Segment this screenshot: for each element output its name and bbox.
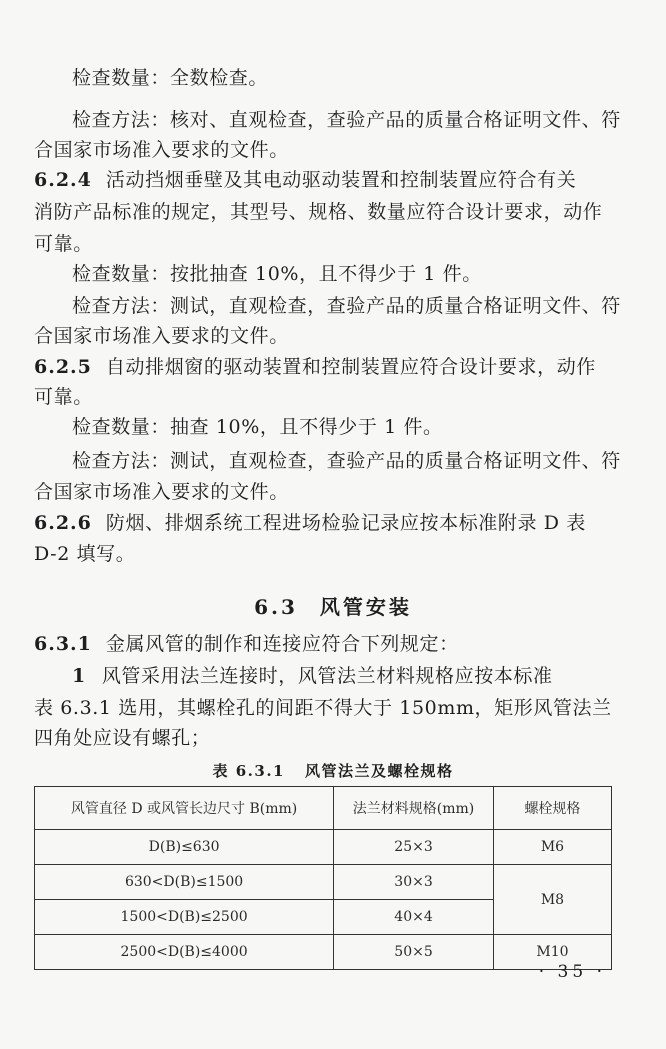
table-header-row bbox=[35, 787, 612, 830]
inspection-quantity-2: 检查数量：按批抽查 10%，且不得少于 1 件。 bbox=[72, 263, 482, 285]
item-1-line1 bbox=[72, 664, 553, 688]
clause-text: 活动挡烟垂壁及其电动驱动装置和控制装置应符合有关 bbox=[105, 169, 577, 191]
clause-6-2-5-line1 bbox=[34, 355, 596, 379]
header-flange: 法兰材料规格(mm) bbox=[334, 787, 494, 830]
cell-bolt: M8 bbox=[493, 865, 611, 935]
clause-6-2-4-line2: 消防产品标准的规定，其型号、规格、数量应符合设计要求，动作 bbox=[34, 201, 603, 223]
item-text: 风管采用法兰连接时，风管法兰材料规格应按本标准 bbox=[101, 665, 553, 687]
clause-6-2-4-line1 bbox=[34, 168, 576, 192]
table-row bbox=[35, 830, 612, 865]
cell-bolt: M6 bbox=[493, 830, 611, 865]
cell-bolt: M10 bbox=[493, 935, 611, 970]
clause-number: 6.2.6 bbox=[34, 512, 92, 534]
cell-size: D(B)≤630 bbox=[35, 830, 334, 865]
inspection-quantity-1: 检查数量：全数检查。 bbox=[72, 67, 269, 89]
clause-6-2-4-line3: 可靠。 bbox=[34, 233, 93, 255]
inspection-quantity-3: 检查数量：抽查 10%，且不得少于 1 件。 bbox=[72, 416, 443, 438]
section-number: 6.3 bbox=[254, 595, 298, 619]
cell-size: 1500<D(B)≤2500 bbox=[35, 900, 334, 935]
section-heading bbox=[0, 591, 666, 620]
clause-number: 6.3.1 bbox=[34, 633, 92, 655]
inspection-method-3-line1: 检查方法：测试，直观检查，查验产品的质量合格证明文件、符 bbox=[72, 450, 621, 472]
table-caption bbox=[0, 760, 666, 781]
table-number: 表 6.3.1 bbox=[212, 762, 285, 780]
header-bolt: 螺栓规格 bbox=[493, 787, 611, 830]
item-1-line2: 表 6.3.1 选用，其螺栓孔的间距不得大于 150mm，矩形风管法兰 bbox=[34, 697, 612, 719]
clause-6-2-5-line2: 可靠。 bbox=[34, 386, 93, 408]
inspection-method-3-line2: 合国家市场准入要求的文件。 bbox=[34, 481, 289, 503]
clause-number: 6.2.5 bbox=[34, 356, 92, 378]
clause-text: 防烟、排烟系统工程进场检验记录应按本标准附录 D 表 bbox=[105, 512, 586, 534]
section-title: 风管安装 bbox=[319, 595, 412, 619]
item-number: 1 bbox=[72, 665, 86, 687]
clause-text: 金属风管的制作和连接应符合下列规定： bbox=[105, 633, 459, 655]
flange-bolt-spec-table bbox=[34, 786, 612, 970]
inspection-method-2-line2: 合国家市场准入要求的文件。 bbox=[34, 325, 289, 347]
cell-size: 2500<D(B)≤4000 bbox=[35, 935, 334, 970]
inspection-method-2-line1: 检查方法：测试，直观检查，查验产品的质量合格证明文件、符 bbox=[72, 295, 621, 317]
inspection-method-1-line2: 合国家市场准入要求的文件。 bbox=[34, 139, 289, 161]
item-1-line3: 四角处应设有螺孔； bbox=[34, 727, 211, 749]
clause-6-2-6-line1 bbox=[34, 511, 586, 535]
page-number: · 35 · bbox=[538, 962, 606, 982]
clause-6-3-1 bbox=[34, 632, 459, 656]
cell-flange: 40×4 bbox=[334, 900, 494, 935]
table-title: 风管法兰及螺栓规格 bbox=[304, 762, 454, 780]
table-row bbox=[35, 865, 612, 900]
cell-flange: 50×5 bbox=[334, 935, 494, 970]
cell-size: 630<D(B)≤1500 bbox=[35, 865, 334, 900]
cell-flange: 30×3 bbox=[334, 865, 494, 900]
clause-6-2-6-line2: D-2 填写。 bbox=[34, 543, 136, 565]
cell-flange: 25×3 bbox=[334, 830, 494, 865]
clause-number: 6.2.4 bbox=[34, 169, 92, 191]
clause-text: 自动排烟窗的驱动装置和控制装置应符合设计要求，动作 bbox=[105, 356, 596, 378]
inspection-method-1-line1: 检查方法：核对、直观检查，查验产品的质量合格证明文件、符 bbox=[72, 109, 621, 131]
table-row bbox=[35, 935, 612, 970]
header-size: 风管直径 D 或风管长边尺寸 B(mm) bbox=[35, 787, 334, 830]
